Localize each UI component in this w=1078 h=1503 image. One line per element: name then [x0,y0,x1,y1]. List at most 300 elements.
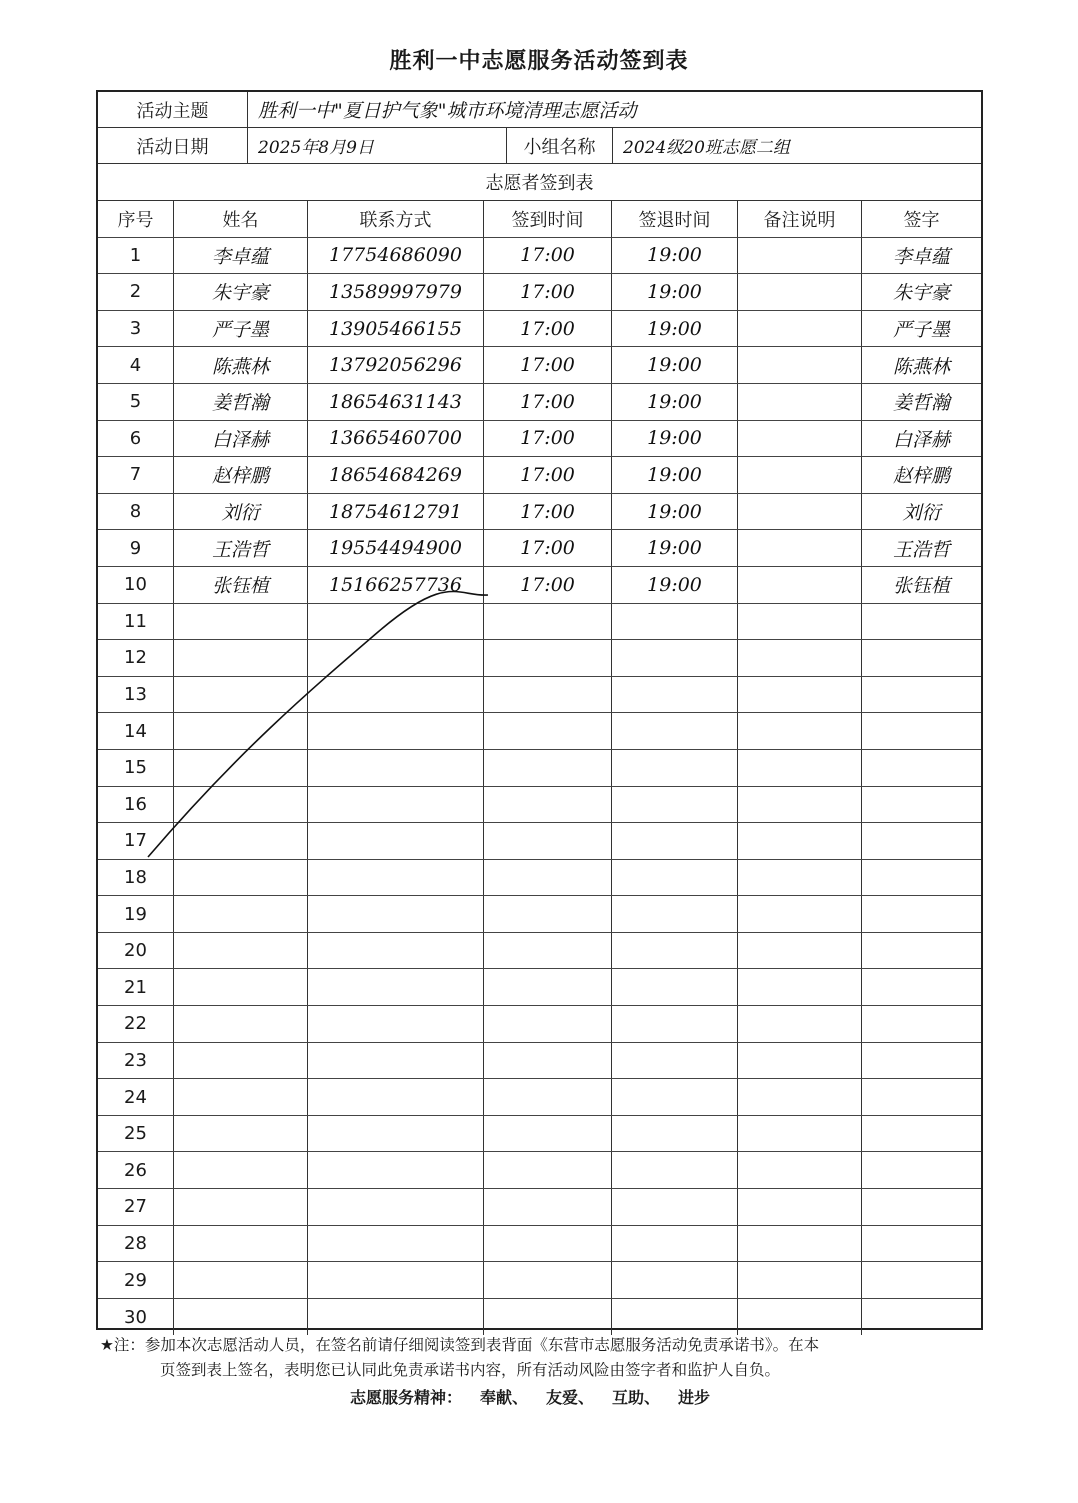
table-row [98,457,981,494]
row-index [98,1043,174,1079]
checkin-time [484,860,612,896]
volunteer-name-text: 姜哲瀚 [211,392,269,415]
phone-number-text: 19554494900 [329,537,462,560]
table-row [98,604,981,641]
remark [738,677,862,713]
volunteer-name-text: 王浩哲 [211,538,269,561]
volunteer-name [174,530,308,566]
phone-number-text: 18754612791 [329,500,462,523]
checkout-time-text: 19:00 [647,244,702,267]
volunteer-name-text: 严子墨 [211,319,269,342]
table-row [98,421,981,458]
volunteer-name-text: 陈燕林 [211,355,269,378]
date-value: 2025年8月9日 [258,138,374,158]
row-index-text: 25 [124,1123,147,1145]
volunteer-name [174,238,308,274]
phone-number [308,421,484,457]
volunteer-name [174,1079,308,1115]
row-index-text: 30 [124,1306,147,1328]
motto-label: 志愿服务精神： [349,1388,462,1407]
phone-number [308,1189,484,1225]
phone-number-text: 13665460700 [329,427,462,450]
signature [862,787,981,823]
signature-text: 朱宇豪 [892,282,950,305]
table-row [98,1189,981,1226]
section-title-row [98,164,981,201]
volunteer-name [174,1262,308,1298]
row-index-text: 2 [129,281,142,303]
checkout-time [612,823,738,859]
table-row [98,567,981,604]
remark [738,969,862,1005]
checkout-time [612,1006,738,1042]
signature [862,860,981,896]
checkout-time [612,1152,738,1188]
checkin-time [484,1226,612,1262]
row-index [98,274,174,310]
row-index [98,860,174,896]
checkout-time [612,1079,738,1115]
table-row [98,1043,981,1080]
row-index [98,457,174,493]
checkin-time [484,750,612,786]
signature-text: 李卓蕴 [892,245,950,268]
signature [862,1043,981,1079]
signature [862,1006,981,1042]
group-value: 2024级20班志愿二组 [623,138,790,158]
volunteer-name [174,457,308,493]
row-index [98,1226,174,1262]
signature [862,384,981,420]
table-row [98,494,981,531]
checkin-time [484,384,612,420]
checkout-time [612,677,738,713]
signature [862,640,981,676]
row-index [98,384,174,420]
checkin-time [484,494,612,530]
checkout-time-text: 19:00 [647,390,702,413]
volunteer-name [174,1006,308,1042]
checkout-time [612,457,738,493]
phone-number [308,1116,484,1152]
checkin-time [484,787,612,823]
row-index-text: 6 [129,427,142,449]
row-index-text: 24 [124,1086,147,1108]
table-row [98,1079,981,1116]
phone-number [308,860,484,896]
signature [862,713,981,749]
row-index-text: 28 [124,1232,147,1254]
checkin-time [484,238,612,274]
checkin-time-text: 17:00 [520,537,575,560]
row-index [98,1116,174,1152]
checkout-time [612,238,738,274]
table-row [98,347,981,384]
phone-number [308,494,484,530]
checkin-time-text: 17:00 [520,280,575,303]
checkin-time-text: 17:00 [520,390,575,413]
phone-number-text: 18654631143 [329,390,462,413]
remark [738,457,862,493]
phone-number [308,1262,484,1298]
remark [738,238,862,274]
checkin-time [484,421,612,457]
row-index [98,750,174,786]
remark [738,640,862,676]
signature [862,238,981,274]
signature [862,896,981,932]
signature [862,1152,981,1188]
row-index-text: 17 [124,830,147,852]
checkout-time-text: 19:00 [647,317,702,340]
volunteer-name [174,896,308,932]
remark [738,860,862,896]
remark [738,1262,862,1298]
checkout-time [612,384,738,420]
phone-number-text: 13905466155 [329,317,462,340]
checkin-time [484,677,612,713]
row-index-text: 10 [124,574,147,596]
phone-number [308,1006,484,1042]
phone-number [308,311,484,347]
motto-item: 友爱、 [545,1388,594,1407]
checkin-time-text: 17:00 [520,317,575,340]
row-index-text: 20 [124,940,147,962]
theme-row [98,92,981,128]
checkin-time [484,604,612,640]
signature [862,421,981,457]
remark [738,750,862,786]
volunteer-name [174,750,308,786]
row-index [98,567,174,603]
phone-number [308,457,484,493]
checkout-time [612,1189,738,1225]
volunteer-name [174,604,308,640]
remark [738,713,862,749]
signature [862,1262,981,1298]
row-index-text: 8 [129,501,142,523]
col-remark-header: 备注说明 [738,201,862,237]
remark [738,1079,862,1115]
table-row [98,1116,981,1153]
checkout-time [612,274,738,310]
signature [862,677,981,713]
remark [738,274,862,310]
signature-text: 白泽赫 [892,428,950,451]
row-index-text: 9 [129,537,142,559]
date-label: 活动日期 [98,128,248,163]
checkin-time [484,1152,612,1188]
row-index-text: 5 [129,391,142,413]
row-index-text: 29 [124,1269,147,1291]
checkout-time [612,530,738,566]
row-index-text: 15 [124,757,147,779]
signature-text: 王浩哲 [892,538,950,561]
signature [862,530,981,566]
row-index [98,421,174,457]
checkin-time [484,567,612,603]
checkin-time [484,311,612,347]
signature-text: 刘衍 [902,502,941,525]
table-row [98,823,981,860]
group-label: 小组名称 [507,128,613,163]
theme-value: 胜利一中"夏日护气象"城市环境清理志愿活动 [258,100,637,122]
table-row [98,1299,981,1336]
row-index [98,1006,174,1042]
volunteer-name [174,347,308,383]
checkout-time-text: 19:00 [647,427,702,450]
phone-number-text: 18654684269 [329,463,462,486]
phone-number [308,969,484,1005]
row-index-text: 13 [124,684,147,706]
table-row [98,896,981,933]
volunteer-name-text: 李卓蕴 [211,245,269,268]
table-row [98,1262,981,1299]
remark [738,787,862,823]
volunteer-name-text: 朱宇豪 [211,282,269,305]
phone-number-text: 13792056296 [329,354,462,377]
checkout-time [612,896,738,932]
table-row [98,860,981,897]
table-row [98,311,981,348]
signature [862,604,981,640]
table-row [98,1152,981,1189]
col-signature-header: 签字 [903,209,940,231]
checkout-time-text: 19:00 [647,537,702,560]
checkin-time [484,347,612,383]
volunteer-name [174,1189,308,1225]
phone-number-text: 17754686090 [329,244,462,267]
col-index-header: 序号 [98,201,174,237]
phone-number [308,1152,484,1188]
row-index [98,787,174,823]
phone-number [308,1226,484,1262]
checkin-time [484,1189,612,1225]
volunteer-name [174,494,308,530]
col-checkin-header: 签到时间 [484,201,612,237]
table-row [98,933,981,970]
row-index [98,1152,174,1188]
checkin-time [484,969,612,1005]
remark [738,567,862,603]
row-index [98,969,174,1005]
checkout-time [612,1226,738,1262]
remark [738,1043,862,1079]
row-index-text: 18 [124,866,147,888]
remark [738,1116,862,1152]
checkout-time [612,1262,738,1298]
table-row [98,677,981,714]
checkin-time-text: 17:00 [520,427,575,450]
remark [738,311,862,347]
volunteer-name-text: 刘衍 [221,502,260,525]
row-index-text: 11 [124,610,147,632]
signature-text: 赵梓鹏 [892,465,950,488]
checkout-time [612,933,738,969]
checkin-time [484,933,612,969]
volunteer-name [174,274,308,310]
checkout-time-text: 19:00 [647,463,702,486]
checkout-time [612,494,738,530]
phone-number [308,896,484,932]
volunteer-name [174,1299,308,1336]
checkin-time-text: 17:00 [520,354,575,377]
row-index-text: 21 [124,976,147,998]
checkout-time-text: 19:00 [647,500,702,523]
checkin-time-text: 17:00 [520,244,575,267]
phone-number [308,347,484,383]
phone-number [308,1079,484,1115]
table-row [98,969,981,1006]
row-index-text: 1 [129,244,142,266]
remark [738,896,862,932]
checkin-time [484,713,612,749]
row-index [98,677,174,713]
signature [862,274,981,310]
section-title: 志愿者签到表 [485,173,594,194]
signature [862,969,981,1005]
table-row [98,640,981,677]
volunteer-motto [0,1385,1078,1408]
checkout-time [612,567,738,603]
volunteer-name [174,787,308,823]
volunteer-name [174,823,308,859]
row-index [98,640,174,676]
disclaimer-line-1: ★注：参加本次志愿活动人员，在签名前请仔细阅读签到表背面《东营市志愿服务活动免责承诺书》。在本 [100,1336,820,1354]
table-row [98,1006,981,1043]
checkout-time [612,787,738,823]
disclaimer-note [100,1333,980,1383]
checkin-time-text: 17:00 [520,500,575,523]
phone-number [308,823,484,859]
checkout-time-text: 19:00 [647,280,702,303]
signature [862,1189,981,1225]
remark [738,347,862,383]
page-title: 胜利一中志愿服务活动签到表 [389,49,689,74]
phone-number [308,604,484,640]
remark [738,1226,862,1262]
row-index [98,713,174,749]
phone-number [308,1299,484,1336]
row-index-text: 22 [124,1013,147,1035]
row-index [98,1262,174,1298]
signature [862,1226,981,1262]
row-index-text: 12 [124,647,147,669]
phone-number-text: 13589997979 [329,280,462,303]
signature-text: 姜哲瀚 [892,392,950,415]
row-index [98,530,174,566]
checkin-time [484,1043,612,1079]
volunteer-name [174,1043,308,1079]
phone-number-text: 15166257736 [329,573,462,596]
signature-text: 陈燕林 [892,355,950,378]
volunteer-name-text: 赵梓鹏 [211,465,269,488]
phone-number [308,750,484,786]
phone-number [308,640,484,676]
checkout-time [612,604,738,640]
table-row [98,384,981,421]
remark [738,1006,862,1042]
checkin-time [484,1006,612,1042]
row-index [98,896,174,932]
checkout-time [612,347,738,383]
checkout-time-text: 19:00 [647,354,702,377]
checkout-time [612,969,738,1005]
volunteer-table [98,201,981,1335]
row-index-text: 26 [124,1159,147,1181]
signature-text: 张钰植 [892,575,950,598]
volunteer-name [174,1116,308,1152]
signature-text: 严子墨 [892,319,950,342]
disclaimer-line-2: 页签到表上签名，表明您已认同此免责承诺书内容，所有活动风险由签字者和监护人自负。 [160,1361,781,1379]
volunteer-name [174,860,308,896]
row-index-text: 27 [124,1196,147,1218]
phone-number [308,787,484,823]
checkin-time [484,274,612,310]
volunteer-name [174,311,308,347]
checkout-time [612,1299,738,1336]
row-index-text: 3 [129,318,142,340]
volunteer-name [174,1152,308,1188]
phone-number [308,274,484,310]
phone-number [308,677,484,713]
signature [862,311,981,347]
row-index [98,1079,174,1115]
remark [738,604,862,640]
signature [862,457,981,493]
phone-number [308,713,484,749]
signature [862,1299,981,1336]
volunteer-name [174,567,308,603]
row-index [98,311,174,347]
phone-number [308,238,484,274]
checkout-time [612,713,738,749]
checkin-time-text: 17:00 [520,463,575,486]
checkout-time [612,1116,738,1152]
checkin-time [484,1116,612,1152]
checkin-time-text: 17:00 [520,573,575,596]
phone-number [308,567,484,603]
remark [738,384,862,420]
col-name-header: 姓名 [174,201,308,237]
table-row [98,238,981,275]
table-row [98,1226,981,1263]
checkin-time [484,896,612,932]
signature [862,1116,981,1152]
row-index-text: 14 [124,720,147,742]
table-header [98,201,981,238]
motto-item: 互助、 [612,1388,661,1407]
row-index [98,1189,174,1225]
remark [738,421,862,457]
motto-item: 进步 [678,1388,711,1407]
phone-number [308,933,484,969]
row-index [98,604,174,640]
volunteer-name [174,421,308,457]
remark [738,494,862,530]
remark [738,1152,862,1188]
table-row [98,713,981,750]
remark [738,933,862,969]
phone-number [308,1043,484,1079]
row-index-text: 16 [124,793,147,815]
table-row [98,750,981,787]
checkout-time [612,421,738,457]
remark [738,823,862,859]
phone-number [308,384,484,420]
checkin-time [484,823,612,859]
volunteer-name [174,969,308,1005]
